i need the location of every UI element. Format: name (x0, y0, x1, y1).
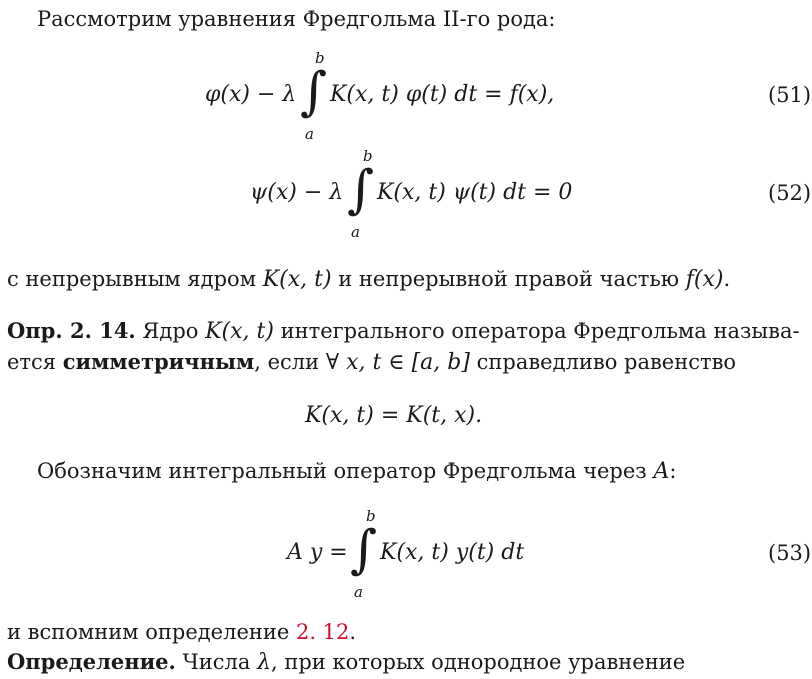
definition-term-symmetric: симметричным (62, 349, 255, 374)
symmetry-equation: K(x, t) = K(t, x). (305, 403, 483, 428)
definition-quantifier: ∀ x, t ∈ [a, b] (325, 350, 470, 375)
eq51-number: (51) (768, 83, 812, 107)
eq52-integral-sign: ∫ (347, 160, 375, 220)
eq53-lhs: A y = (287, 540, 348, 565)
eq51-integral-sign: ∫ (300, 62, 328, 122)
eq52-upper-limit: b (363, 147, 373, 165)
intro-text (37, 6, 556, 32)
para2-operator-symbol: A (653, 459, 670, 484)
eq53-rhs: K(x, t) y(t) dt (380, 540, 525, 565)
eq51-rhs: K(x, t) φ(t) dt = f(x), (330, 82, 555, 107)
para4-text-2: , при которых однородное уравнение (271, 650, 686, 674)
para4-text-1: Числа (175, 650, 258, 674)
eq52-rhs: K(x, t) ψ(t) dt = 0 (377, 180, 573, 205)
eq53-lower-limit: a (354, 583, 363, 601)
definition-text-1: Ядро (135, 319, 206, 343)
eq53-number: (53) (768, 541, 812, 565)
para1-text-1: с непрерывным ядром (7, 267, 263, 291)
eq53-integral-sign: ∫ (350, 520, 378, 580)
paragraph-continuity (7, 266, 730, 293)
paragraph-definition (7, 649, 685, 676)
eq51-lhs: φ(x) − λ (205, 82, 297, 107)
definition-line-1 (7, 318, 800, 345)
paragraph-operator (37, 458, 676, 485)
definition-text-4: , если (254, 350, 326, 374)
eq51-lower-limit: a (305, 125, 314, 143)
intro-label: Рассмотрим уравнения Фредгольма II-го рода: (37, 7, 556, 31)
para2-colon: : (669, 459, 677, 483)
eq53-upper-limit: b (366, 507, 376, 525)
para1-period: . (723, 267, 731, 291)
definition-kernel: K(x, t) (205, 319, 274, 344)
para3-period: . (349, 620, 357, 644)
eq52-lower-limit: a (351, 223, 360, 241)
para1-function: f(x) (685, 267, 724, 292)
para4-label: Определение. (7, 649, 176, 674)
definition-text-2: интегрального оператора Фредгольма называ- (273, 319, 800, 343)
definition-text-3: ется (7, 350, 63, 374)
para1-kernel: K(x, t) (262, 267, 332, 292)
definition-reference-link[interactable]: 2. 12 (295, 620, 350, 644)
paragraph-recall (7, 619, 356, 645)
eq52-lhs: ψ(x) − λ (250, 180, 344, 205)
para2-text: Обозначим интегральный оператор Фредгольма через (37, 459, 654, 483)
eq52-number: (52) (768, 181, 812, 205)
eq51-upper-limit: b (315, 49, 325, 67)
para3-text: и вспомним определение (7, 620, 296, 644)
para1-text-2: и непрерывной правой частью (331, 267, 686, 291)
definition-line-2 (7, 349, 736, 376)
definition-text-5: справедливо равенство (469, 350, 737, 374)
definition-label: Опр. 2. 14. (7, 318, 136, 343)
para4-lambda: λ (257, 650, 272, 675)
